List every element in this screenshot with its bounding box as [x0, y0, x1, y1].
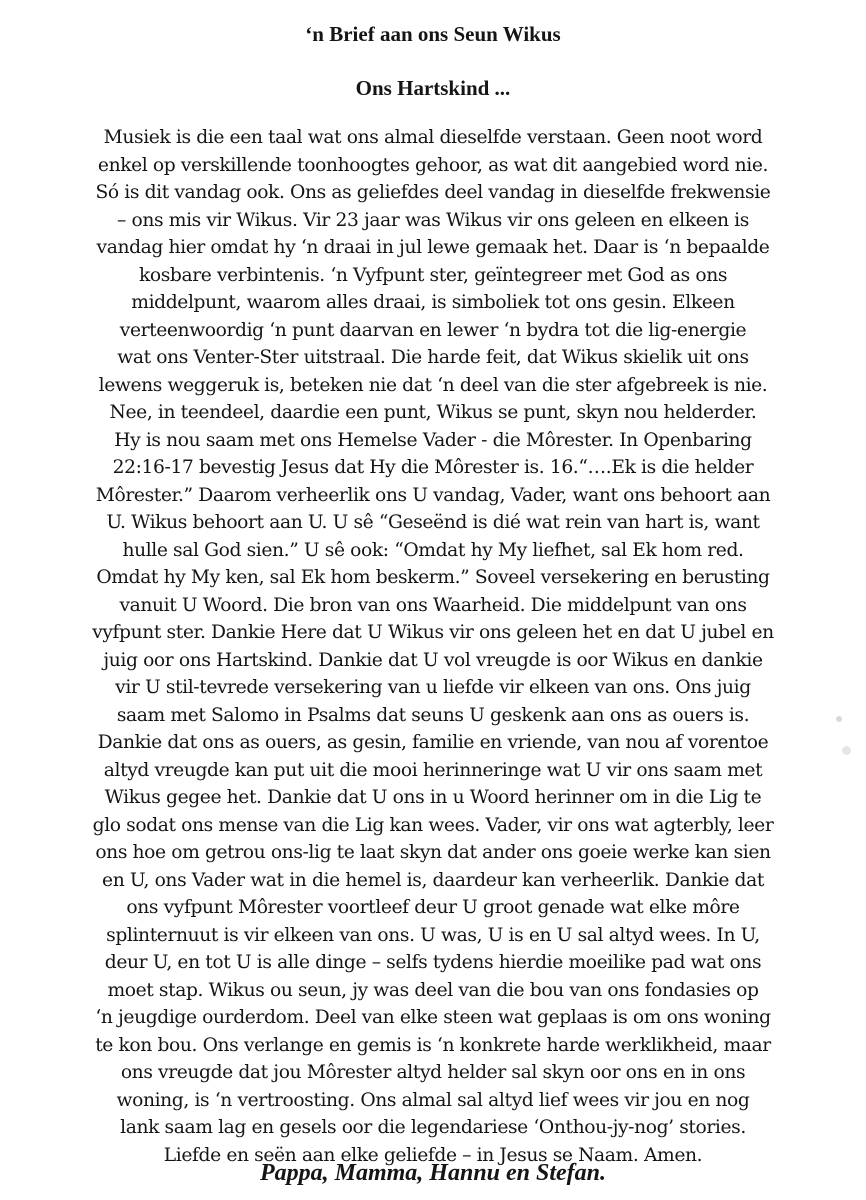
body-line: Só is dit vandag ook. Ons as geliefdes deel vandag in dieselfde frekwensie [95, 182, 771, 203]
body-line: verteenwoordig ‘n punt daarvan en lewer ‘n bydra tot die lig-energie [119, 319, 747, 341]
body-line: Musiek is die een taal wat ons almal dieselfde verstaan. Geen noot word [103, 127, 763, 148]
body-line: saam met Salomo in Psalms dat seuns U geskenk aan ons as ouers is. [116, 704, 750, 726]
body-line: en U, ons Vader wat in die hemel is, daardeur kan verheerlik. Dankie dat [102, 869, 764, 891]
body-line: ‘n jeugdige ourderdom. Deel van elke steen wat geplaas is om ons woning [95, 1007, 771, 1028]
body-line: Môrester.” Daarom verheerlik ons U vandag, Vader, want ons behoort aan [95, 484, 771, 506]
body-line: vir U stil-tevrede versekering van u liefde vir elkeen van ons. Ons juig [115, 677, 751, 698]
letter-subtitle: Ons Hartskind ... [355, 76, 511, 100]
body-line: Nee, in teendeel, daardie een punt, Wikus se punt, skyn nou helderder. [109, 402, 757, 423]
body-line: ons vyfpunt Môrester voortleef deur U groot genade wat elke môre [126, 897, 740, 918]
body-line: Wikus gegee het. Dankie dat U ons in u Woord herinner om in die Lig te [104, 787, 762, 808]
scan-speck [836, 716, 842, 722]
body-line: Dankie dat ons as ouers, as gesin, familie en vriende, van nou af vorentoe [97, 732, 769, 753]
body-line: middelpunt, waarom alles draai, is simboliek tot ons gesin. Elkeen [131, 292, 735, 313]
letter-body [0, 124, 866, 1169]
letter-signature: Pappa, Mamma, Hannu en Stefan. [259, 1160, 607, 1186]
body-line: kosbare verbintenis. ‘n Vyfpunt ster, geïntegreer met God as ons [138, 264, 728, 286]
body-line: vanuit U Woord. Die bron van ons Waarheid. Die middelpunt van ons [119, 594, 747, 616]
body-line: 22:16-17 bevestig Jesus dat Hy die Môrester is. 16.“….Ek is die helder [112, 457, 754, 478]
body-line: vandag hier omdat hy ‘n draai in jul lewe gemaak het. Daar is ‘n bepaalde [96, 237, 770, 258]
body-line: lewens weggeruk is, beteken nie dat ‘n deel van die ster afgebreek is nie. [98, 374, 768, 396]
body-line: altyd vreugde kan put uit die mooi herinneringe wat U vir ons saam met [103, 759, 763, 781]
body-line: U. Wikus behoort aan U. U sê “Geseënd is dié wat rein van hart is, want [106, 512, 760, 533]
body-line: lank saam lag en gesels oor die legendariese ‘Onthou-jy-nog’ stories. [120, 1117, 746, 1138]
body-line: woning, is ‘n vertroosting. Ons almal sal altyd lief wees vir jou en nog [116, 1089, 750, 1111]
body-line: glo sodat ons mense van die Lig kan wees. Vader, vir ons wat agterbly, leer [92, 814, 774, 836]
body-line: – ons mis vir Wikus. Vir 23 jaar was Wikus vir ons geleen en elkeen is [117, 209, 749, 231]
body-line: splinternuut is vir elkeen van ons. U was, U is en U sal altyd wees. In U, [106, 924, 760, 946]
body-line: vyfpunt ster. Dankie Here dat U Wikus vir ons geleen het en dat U jubel en [92, 622, 774, 643]
body-line: enkel op verskillende toonhoogtes gehoor, as wat dit aangebied word nie. [97, 154, 769, 176]
body-line: ons hoe om getrou ons-lig te laat skyn dat ander ons goeie werke kan sien [95, 842, 771, 863]
body-line: wat ons Venter-Ster uitstraal. Die harde feit, dat Wikus skielik uit ons [117, 347, 749, 368]
body-line: Omdat hy My ken, sal Ek hom beskerm.” Soveel versekering en berusting [96, 567, 770, 588]
body-line: moet stap. Wikus ou seun, jy was deel van die bou van ons fondasies op [107, 979, 759, 1001]
body-line: Liefde en seën aan elke geliefde – in Jesus se Naam. Amen. [163, 1144, 703, 1166]
body-line: ons vreugde dat jou Môrester altyd helder sal skyn oor ons en in ons [120, 1062, 746, 1083]
body-line: Hy is nou saam met ons Hemelse Vader - die Môrester. In Openbaring [114, 429, 752, 451]
body-line: juig oor ons Hartskind. Dankie dat U vol vreugde is oor Wikus en dankie [103, 649, 763, 671]
body-line: te kon bou. Ons verlange en gemis is ‘n konkrete harde werklikheid, maar [95, 1034, 771, 1056]
body-line: hulle sal God sien.” U sê ook: “Omdat hy My liefhet, sal Ek hom red. [122, 539, 744, 561]
scan-speck [842, 746, 851, 755]
body-line: deur U, en tot U is alle dinge – selfs tydens hierdie moeilike pad wat ons [104, 952, 762, 973]
letter-title: ‘n Brief aan ons Seun Wikus [305, 22, 561, 46]
